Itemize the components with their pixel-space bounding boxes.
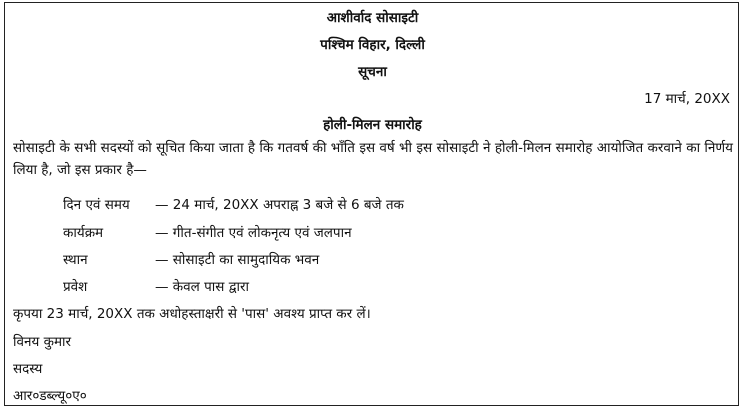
notice-frame	[4, 2, 739, 406]
detail-row-venue	[63, 251, 319, 269]
detail-row-time	[63, 196, 404, 214]
detail-value: — 24 मार्च, 20XX अपराह्न 3 बजे से 6 बजे तक	[155, 197, 404, 213]
notice-subject: होली-मिलन समारोह	[323, 117, 422, 133]
detail-label: स्थान	[63, 252, 88, 268]
detail-label: दिन एवं समय	[63, 197, 130, 213]
notice-body: सोसाइटी के सभी सदस्यों को सूचित किया जाता है कि गतवर्ष की भाँति इस वर्ष भी इस सोसाइटी ने होली-मिलन समारोह आयोजित करवाने का निर्णय लिया है, जो इस प्रकार है—	[13, 140, 733, 178]
notice-date: 17 मार्च, 20XX	[644, 91, 730, 107]
detail-row-program	[63, 224, 352, 242]
signatory-role: सदस्य	[13, 361, 43, 377]
society-location: पश्चिम विहार, दिल्ली	[320, 37, 425, 53]
detail-value: — केवल पास द्वारा	[155, 279, 249, 295]
detail-value: — सोसाइटी का सामुदायिक भवन	[155, 252, 320, 268]
detail-value: — गीत-संगीत एवं लोकनृत्य एवं जलपान	[155, 225, 352, 241]
notice-instruction: कृपया 23 मार्च, 20XX तक अधोहस्ताक्षरी से 'पास' अवश्य प्राप्त कर लें।	[13, 306, 371, 322]
signatory-name: विनय कुमार	[13, 334, 72, 350]
society-name: आशीर्वाद सोसाइटी	[326, 10, 419, 26]
signatory-org: आर०डब्ल्यू०ए०	[13, 388, 87, 404]
detail-label: कार्यक्रम	[63, 225, 104, 241]
detail-row-entry	[63, 278, 249, 296]
detail-label: प्रवेश	[63, 279, 88, 295]
notice-heading: सूचना	[358, 64, 387, 80]
